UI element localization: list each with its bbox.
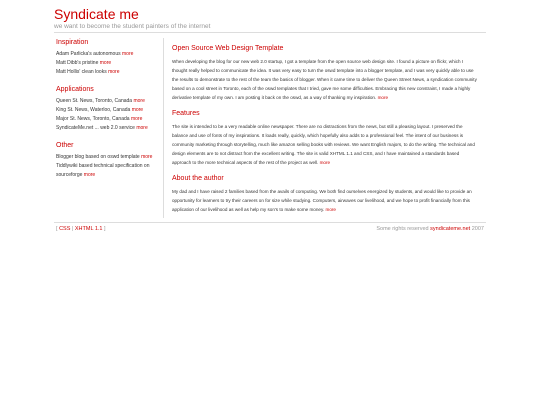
main-content (172, 44, 478, 221)
article-heading: Open Source Web Design Template (172, 45, 284, 52)
more-link[interactable]: more (377, 95, 389, 100)
more-link[interactable]: more (131, 107, 144, 113)
sidebar-section-applications (56, 85, 160, 133)
css-validation-link[interactable]: CSS (59, 226, 71, 232)
list-item: SyndicateMe.net ... web 2.0 service more (56, 125, 148, 131)
footer-validation-links: [ CSS | XHTML 1.1 ] (56, 226, 106, 232)
article-heading: Features (172, 110, 200, 117)
sidebar-heading: Inspiration (56, 39, 89, 46)
more-link[interactable]: more (136, 125, 148, 131)
article-body: When developing the blog for our new web 2.0 startup, I got a template from the open source web design site. I found a picture on flickr, which I thought really helped to communicate the idea. It was very easy to turn the oswd template into a blogger template, and I was very quickly able to use the results to demonstrate to the rest of the team the basics of blogger. When it came time to deliver the Queen Street News, a syndication community based on a cool street in Toronto, each of the oswd templates that I tried, gave me some difficulties. Embracing this new constraint, I made a highly derivative template of my own. I am posting it back on the oswd, as a way of thanking my inspiration. more (172, 59, 477, 100)
footer-copyright: Some rights reserved syndicateme.net 2007 (376, 226, 484, 232)
more-link[interactable]: more (122, 51, 134, 57)
sidebar-section-inspiration (56, 38, 160, 77)
more-link[interactable]: more (133, 98, 145, 104)
list-item: Queen St. News, Toronto, Canada more (56, 98, 145, 104)
list-item: King St. News, Waterloo, Canada more (56, 107, 144, 113)
article-body: My dad and I have raised 2 families based from the avails of computing. We both find ourselves energized by students, and would like to provide an opportunity for learners to try their careers on for size while studying. Computers, airwaves our livelihood, and we hope to profit financially from this application of our livelihood as well as help my son's to make some money. more (172, 189, 472, 212)
list-item: Adam Parlicka's autonomous more (56, 51, 134, 57)
more-link[interactable]: more (141, 154, 153, 160)
sidebar (56, 38, 160, 188)
more-link[interactable]: more (325, 207, 336, 212)
article-features (172, 109, 478, 167)
more-link[interactable]: more (83, 172, 96, 178)
list-item: Tiddlywiki based technical specification on sourceforge more (56, 163, 150, 178)
more-link[interactable]: more (319, 160, 331, 165)
list-item: Matt Dibb's pristine more (56, 60, 112, 66)
xhtml-validation-link[interactable]: XHTML 1.1 (74, 226, 103, 232)
footer-divider (54, 222, 486, 223)
more-link[interactable]: more (99, 60, 112, 66)
sidebar-heading: Applications (56, 86, 94, 93)
article-oswd-template (172, 44, 478, 102)
more-link[interactable]: more (130, 116, 143, 122)
list-item: Blogger blog based on oswd template more (56, 154, 153, 160)
article-heading: About the author (172, 175, 224, 182)
site-tagline: we want to become the student painters of the internet (54, 23, 211, 30)
sidebar-heading: Other (56, 142, 74, 149)
column-divider (163, 38, 164, 218)
site-header (54, 6, 210, 30)
list-item: Matt Hollis' clean looks more (56, 69, 120, 75)
more-link[interactable]: more (108, 69, 120, 75)
list-item: Major St. News, Toronto, Canada more (56, 116, 143, 122)
sidebar-section-other (56, 141, 160, 180)
article-about-author (172, 174, 478, 214)
site-title[interactable]: Syndicate me (54, 6, 139, 22)
site-link[interactable]: syndicateme.net (430, 226, 471, 232)
article-body: The site is intended to be a very readable online newspaper. There are no distractions from the news, but still a pleasing layout. I preserved the balance and use of fonts of my inspirations. It loads really, quickly, which hopefully also adds to a professional feel. The intent of our business is community marketing through storytelling, much like amazon selling books with reviews. We want English majors, to do the writing. The technical and design elements are to not distract from the excellent writing. The site is valid XHTML 1.1 and CSS, and I have maintained a standards based approach to the more technical aspects of the rest of the project as well. more (172, 124, 475, 165)
header-divider (54, 32, 486, 33)
